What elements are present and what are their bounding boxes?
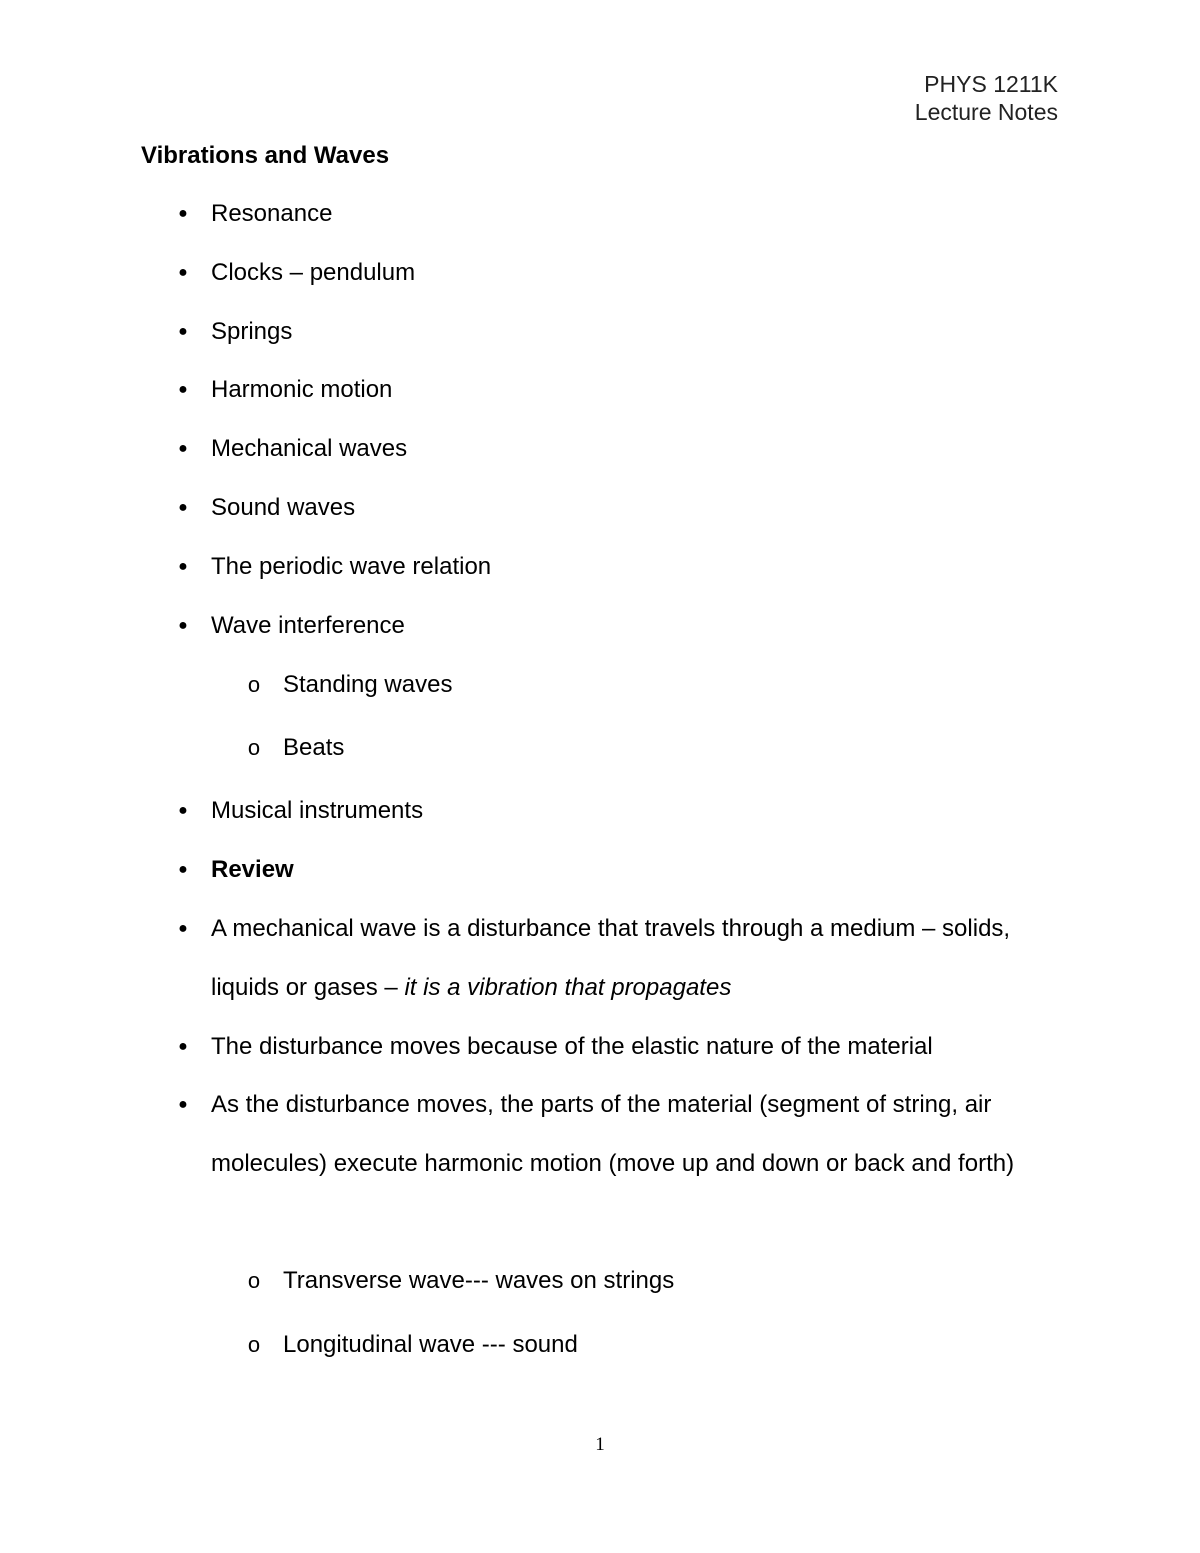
mechanical-wave-definition: A mechanical wave is a disturbance that travels through a medium – solids, liquids or gases – — [211, 915, 1011, 1001]
sub-list-item — [247, 656, 1143, 715]
sub-list-item-text: Longitudinal wave --- sound — [283, 1331, 578, 1358]
list-item — [178, 361, 1071, 420]
list-item-text: Clocks – pendulum — [211, 259, 416, 286]
bullet-icon: ● — [178, 1038, 188, 1055]
list-item-text: As the disturbance moves, the parts of the material (segment of string, air molecules) execute harmonic motion (move up and down or back and forth) — [211, 1091, 1015, 1177]
list-item-text: Resonance — [211, 200, 333, 227]
list-item-text: The periodic wave relation — [211, 553, 492, 580]
mechanical-wave-emphasis: it is a vibration that propagates — [404, 973, 732, 1001]
list-item — [178, 782, 1071, 841]
page-title: Vibrations and Waves — [141, 142, 390, 169]
list-item — [178, 1018, 1071, 1077]
bullet-icon: ● — [178, 264, 188, 281]
list-item — [178, 420, 1071, 479]
sub-list-item — [247, 719, 1143, 778]
list-item — [178, 597, 1071, 656]
list-item — [178, 244, 1071, 303]
bullet-icon: ● — [178, 323, 188, 340]
sub-list-item — [247, 1316, 1143, 1375]
bullet-icon: ● — [178, 205, 188, 222]
sub-list-item — [247, 1252, 1143, 1311]
sub-bullet-icon: o — [247, 1332, 261, 1357]
sub-bullet-icon: o — [247, 1268, 261, 1293]
bullet-icon: ● — [178, 1096, 188, 1113]
course-code: PHYS 1211K — [924, 71, 1058, 97]
list-item-text: Springs — [211, 318, 293, 345]
bullet-icon: ● — [178, 499, 188, 516]
list-item — [178, 185, 1071, 244]
review-item — [178, 841, 1071, 900]
list-item-text: Mechanical waves — [211, 435, 408, 462]
bullet-icon: ● — [178, 920, 188, 937]
list-item — [178, 479, 1071, 538]
sub-list-item-text: Transverse wave--- waves on strings — [283, 1267, 675, 1294]
sub-bullet-icon: o — [247, 672, 261, 697]
review-heading: Review — [211, 856, 294, 883]
bullet-icon: ● — [178, 558, 188, 575]
page-number: 1 — [595, 1434, 605, 1455]
list-item-text: Sound waves — [211, 494, 356, 521]
document-header — [915, 70, 1058, 126]
bullet-icon: ● — [178, 617, 188, 634]
list-item-text: Wave interference — [211, 612, 405, 639]
list-item — [178, 900, 1011, 1017]
bullet-icon: ● — [178, 381, 188, 398]
list-item — [178, 303, 1071, 362]
header-subtitle: Lecture Notes — [914, 99, 1058, 125]
bullet-icon: ● — [178, 861, 188, 878]
sub-list-item-text: Beats — [283, 734, 345, 761]
bullet-icon: ● — [178, 440, 188, 457]
list-item — [178, 538, 1071, 597]
sub-bullet-icon: o — [247, 735, 261, 760]
list-item-text: The disturbance moves because of the elastic nature of the material — [211, 1033, 933, 1060]
list-item-text: Harmonic motion — [211, 376, 393, 403]
list-item-text: Musical instruments — [211, 797, 424, 824]
bullet-icon: ● — [178, 802, 188, 819]
list-item — [178, 1076, 1051, 1193]
sub-list-item-text: Standing waves — [283, 671, 453, 698]
